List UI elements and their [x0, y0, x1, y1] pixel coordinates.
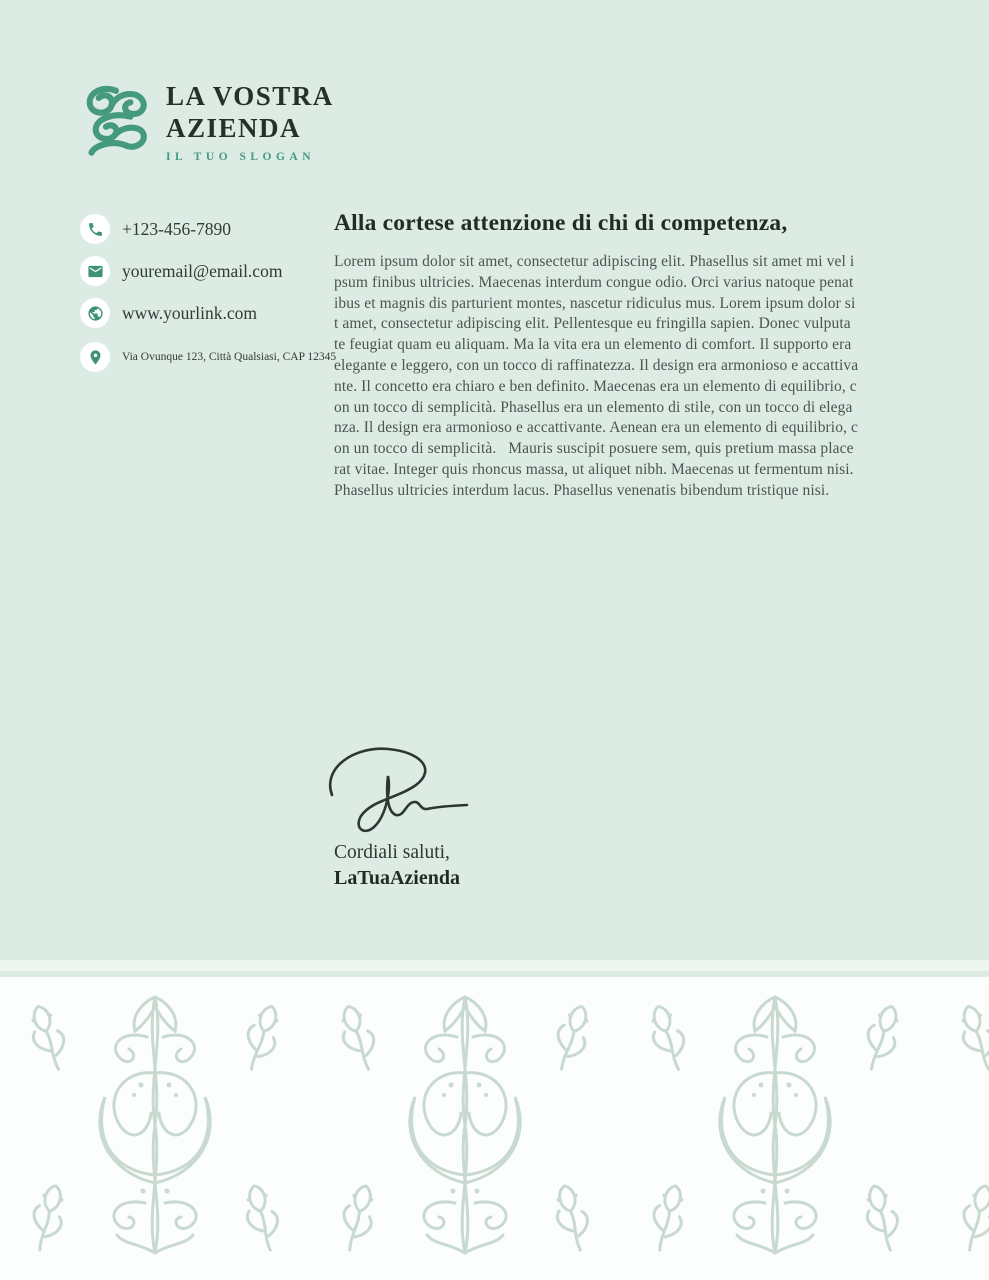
- body-line: psum finibus ultricies. Maecenas interdum congue odio. Orci varius natoque penat: [334, 273, 854, 291]
- body-line: elegante e leggero, con un tocco di raffinatezza. Il design era armonioso e accattiva: [334, 356, 859, 374]
- letter-salutation: Alla cortese attenzione di chi di competenza,: [334, 210, 788, 236]
- body-line: rat vitae. Integer quis rhoncus massa, ut aliquet nibh. Maecenas ut fermentum nisi.: [334, 460, 854, 478]
- damask-pattern-icon: [0, 977, 989, 1280]
- body-line-clipped: Phasellus ultricies interdum lacus. Phasellus venenatis bibendum tristique nisi.: [334, 481, 830, 499]
- phone-icon: [80, 214, 110, 244]
- body-line: ibus et magnis dis parturient montes, nascetur ridiculus mus. Lorem ipsum dolor si: [334, 294, 856, 312]
- phone-number: +123-456-7890: [122, 218, 232, 239]
- loop-knot-logo-icon: [80, 82, 152, 160]
- logo: [80, 80, 334, 163]
- email-address: youremail@email.com: [122, 260, 283, 281]
- body-line: te feugiat quam eu aliquam. Ma la vita era un elemento di comfort. Il supporto era: [334, 336, 852, 354]
- contact-row-website: [80, 298, 257, 328]
- brand-name-line1: LA VOSTRA: [166, 81, 334, 111]
- letter: [334, 210, 934, 499]
- damask-pattern-band: [0, 977, 989, 1280]
- website-url: www.yourlink.com: [122, 302, 257, 323]
- body-line: on un tocco di semplicità. Mauris suscipit posuere sem, quis pretium massa place: [334, 440, 854, 458]
- closing-company-name: LaTuaAzienda: [334, 867, 460, 889]
- letter-body: [334, 252, 934, 499]
- postal-address: Via Ovunque 123, Città Qualsiasi, CAP 12345: [122, 351, 337, 363]
- closing-regards: Cordiali saluti,: [334, 842, 450, 863]
- body-line: Lorem ipsum dolor sit amet, consectetur adipiscing elit. Phasellus sit amet mi vel i: [334, 253, 855, 270]
- handwritten-signature: [324, 740, 474, 835]
- divider-strip: [0, 960, 989, 971]
- contact-row-phone: [80, 214, 231, 244]
- body-line: nte. Il concetto era chiaro e ben definito. Maecenas era un elemento di equilibrio, c: [334, 377, 857, 395]
- contact-row-email: [80, 256, 282, 286]
- email-icon: [80, 256, 110, 286]
- globe-icon: [80, 298, 110, 328]
- brand-slogan: IL TUO SLOGAN: [166, 151, 316, 163]
- brand-name-line2: AZIENDA: [166, 113, 302, 143]
- body-line: nza. Il design era armonioso e accattivante. Aenean era un elemento di equilibrio, c: [334, 419, 858, 437]
- body-line: on un tocco di semplicità. Phasellus era un elemento di stile, con un tocco di elega: [334, 398, 853, 416]
- body-line: t amet, consectetur adipiscing elit. Pellentesque eu fringilla sapien. Donec vulputa: [334, 315, 851, 333]
- closing: [322, 740, 474, 890]
- location-pin-icon: [80, 342, 110, 372]
- logo-text: [166, 80, 334, 163]
- contact-row-address: [80, 342, 336, 372]
